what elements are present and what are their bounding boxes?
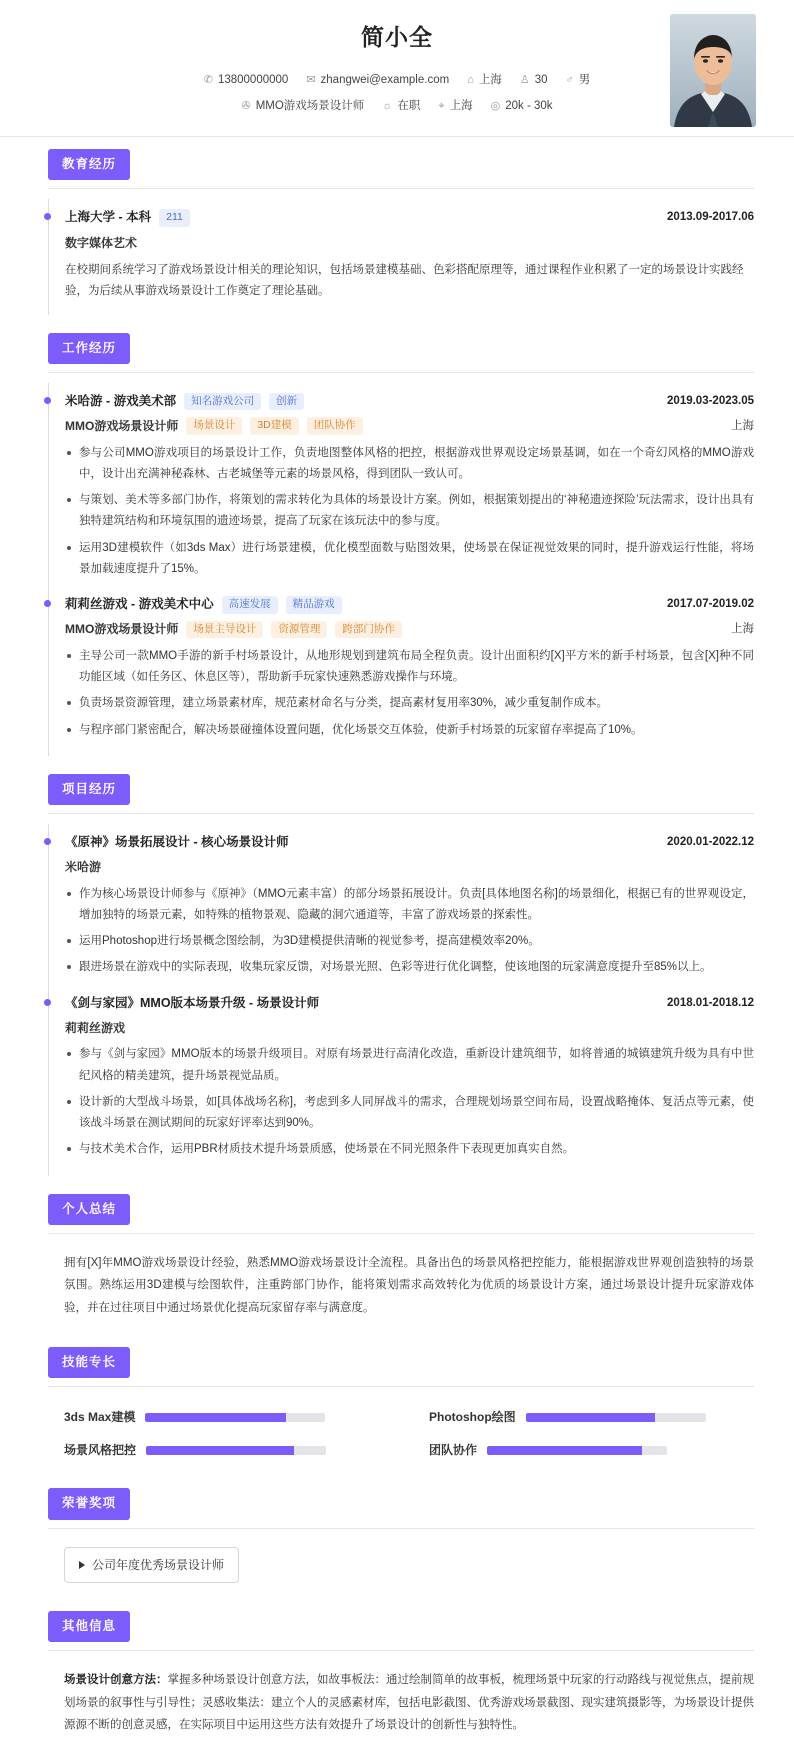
- entry-bullet: 与策划、美术等多部门协作，将策划的需求转化为具体的场景设计方案。例如，根据策划提出的‘神秘遗迹探险’玩法需求，设计出具有独特建筑结构和环境氛围的遗迹场景，提高了玩家在该玩法中的参与度。: [65, 490, 754, 533]
- contact-item: [306, 71, 449, 91]
- skill-progress-track: [487, 1446, 667, 1455]
- entry-bullet-list: [65, 884, 754, 979]
- entry-role: MMO游戏场景设计师: [65, 419, 179, 434]
- skill-item: [429, 1440, 754, 1460]
- award-item[interactable]: [64, 1547, 239, 1583]
- education-desc: 在校期间系统学习了游戏场景设计相关的理论知识，包括场景建模基础、色彩搭配原理等，通过课程作业积累了一定的场景设计实践经验，为后续从事游戏场景设计工作奠定了理论基础。: [65, 264, 744, 298]
- gender-icon: ♂: [565, 74, 574, 87]
- entry-bullet: 主导公司一款MMO手游的新手村场景设计，从地形规划到建筑布局全程负责。设计出面积约[X]平方米的新手村场景，包含[X]种不同功能区域（如任务区、休息区等），帮助新手玩家快速熟悉游戏操作与环境。: [65, 646, 754, 689]
- entry-skill-tag: 跨部门协作: [335, 621, 402, 639]
- entry-header-row: [65, 594, 754, 615]
- skill-label: Photoshop绘图: [429, 1410, 516, 1425]
- section-summary-header-wrap: [0, 1182, 794, 1225]
- contact-item: [241, 97, 364, 117]
- age-icon: ♙: [519, 74, 530, 87]
- contact-item: [204, 71, 289, 91]
- entry-bullet-list: [65, 443, 754, 581]
- contact-item: [467, 71, 502, 91]
- education-tag: 211: [159, 209, 190, 227]
- entry-header-left: [65, 832, 289, 853]
- entry-location: 上海: [731, 419, 754, 432]
- section-projects-title: 项目经历: [48, 774, 130, 805]
- section-skills: [0, 1335, 794, 1476]
- education-entry: [65, 207, 754, 302]
- section-education-title: 教育经历: [48, 149, 130, 180]
- skill-progress-track: [145, 1413, 325, 1422]
- entry-bullet-list: [65, 646, 754, 741]
- section-awards-header-wrap: [0, 1476, 794, 1519]
- play-triangle-icon: [79, 1561, 85, 1569]
- section-divider: [48, 1233, 754, 1234]
- section-divider: [48, 372, 754, 373]
- skill-progress-fill: [145, 1413, 285, 1422]
- entry-header-row: [65, 832, 754, 853]
- skill-item: [429, 1407, 754, 1427]
- page-title: 简小全: [361, 24, 433, 50]
- entry-company: 莉莉丝游戏: [65, 1021, 126, 1035]
- entry-header-left: [65, 993, 319, 1014]
- entry-title: 《原神》场景拓展设计 - 核心场景设计师: [65, 835, 289, 850]
- entry-subtitle-row: [65, 619, 754, 639]
- resume-header: [0, 0, 794, 137]
- job-icon: ✇: [241, 99, 251, 112]
- section-skills-header-wrap: [0, 1335, 794, 1378]
- entry-bullet: 与技术美术合作，运用PBR材质技术提升场景质感，使场景在不同光照条件下表现更加真实自然。: [65, 1139, 754, 1160]
- entry-subtitle-left: [65, 619, 402, 639]
- skill-progress-fill: [146, 1446, 294, 1455]
- entry-date: 2018.01-2018.12: [667, 996, 754, 1009]
- contact-row-primary: [40, 71, 754, 91]
- section-other-header-wrap: [0, 1599, 794, 1642]
- section-education-header-wrap: [0, 137, 794, 180]
- contact-text: 上海: [478, 74, 502, 87]
- section-education-body: [48, 199, 754, 314]
- education-school: 上海大学 - 本科: [65, 210, 152, 225]
- phone-icon: ✆: [203, 74, 213, 87]
- section-other: [0, 1599, 794, 1753]
- entry-header-left: [65, 594, 342, 615]
- entry-subtitle-left: [65, 416, 363, 436]
- summary-text: 拥有[X]年MMO游戏场景设计经验，熟悉MMO游戏场景设计全流程。具备出色的场景风格把控能力，能根据游戏世界观创造独特的场景氛围。熟练运用3D建模与绘图软件，注重跨部门协作，能将策划需求高效转化为优质的场景设计方案，通过场景设计提升玩家游戏体验，并在过往项目中通过场景优化提高玩家留存率与满意度。: [64, 1256, 754, 1314]
- entry-bullet: 运用Photoshop进行场景概念图绘制，为3D建模提供清晰的视觉参考，提高建模效率20%。: [65, 931, 754, 952]
- section-work: [0, 321, 794, 762]
- skill-progress-fill: [487, 1446, 642, 1455]
- section-summary-title: 个人总结: [48, 1194, 130, 1225]
- section-summary: [0, 1182, 794, 1336]
- entry-bullet: 跟进场景在游戏中的实际表现，收集玩家反馈，对场景光照、色彩等进行优化调整，使该地图的玩家满意度提升至85%以上。: [65, 957, 754, 978]
- education-date: 2013.09-2017.06: [667, 211, 754, 224]
- contact-text: zhangwei@example.com: [320, 74, 450, 87]
- entry-skill-tag: 场景设计: [186, 417, 242, 435]
- experience-entry: [65, 993, 754, 1161]
- entry-title: 《剑与家园》MMO版本场景升级 - 场景设计师: [65, 995, 320, 1010]
- contact-text: 13800000000: [217, 74, 289, 87]
- skill-progress-track: [526, 1413, 706, 1422]
- contact-text: 男: [578, 74, 591, 87]
- education-entry-row: [65, 207, 754, 228]
- skill-item: [64, 1440, 389, 1460]
- section-other-body: [48, 1661, 754, 1746]
- location-icon: ⌂: [467, 74, 474, 87]
- section-divider: [48, 1386, 754, 1387]
- contact-item: [491, 97, 553, 117]
- entry-tag: 创新: [269, 393, 304, 411]
- contact-item: [438, 97, 472, 117]
- section-projects: [0, 762, 794, 1182]
- experience-entry: [65, 594, 754, 741]
- section-awards: [0, 1476, 794, 1599]
- section-work-title: 工作经历: [48, 333, 130, 364]
- entry-skill-tag: 场景主导设计: [186, 621, 263, 639]
- section-divider: [48, 813, 754, 814]
- skills-grid: [64, 1405, 754, 1460]
- contact-row-secondary: [40, 97, 754, 117]
- entry-tag: 高速发展: [222, 596, 278, 614]
- skill-progress-track: [146, 1446, 326, 1455]
- mail-icon: ✉: [306, 74, 316, 87]
- entry-bullet: 运用3D建模软件（如3ds Max）进行场景建模，优化模型面数与贴图效果，使场景在保证视觉效果的同时，提升游戏运行性能，将场景加载速度提升了15%。: [65, 538, 754, 581]
- education-entry-left: [65, 207, 190, 228]
- section-divider: [48, 1528, 754, 1529]
- contact-text: 上海: [449, 99, 473, 112]
- contact-item: [520, 71, 548, 91]
- section-projects-header-wrap: [0, 762, 794, 805]
- salary-icon: ◎: [490, 99, 501, 112]
- entry-role: MMO游戏场景设计师: [65, 622, 179, 637]
- entry-title: 莉莉丝游戏 - 游戏美术中心: [65, 597, 214, 612]
- section-other-title: 其他信息: [48, 1611, 130, 1642]
- award-label: 公司年度优秀场景设计师: [92, 1557, 225, 1572]
- contact-text: 30: [534, 74, 548, 87]
- section-summary-body: [48, 1244, 754, 1329]
- entry-bullet: 与程序部门紧密配合，解决场景碰撞体设置问题，优化场景交互体验，使新手村场景的玩家留存率提高了10%。: [65, 720, 754, 741]
- entry-header-row: [65, 391, 754, 412]
- education-major: 数字媒体艺术: [65, 235, 138, 250]
- entry-bullet: 设计新的大型战斗场景，如[具体战场名称]，考虑到多人同屏战斗的需求，合理规划场景空间布局，设置战略掩体、复活点等元素，使该战斗场景在测试期间的玩家好评率达到90%。: [65, 1092, 754, 1135]
- contact-item: [566, 71, 591, 91]
- entry-date: 2017.07-2019.02: [667, 597, 754, 610]
- contact-item: [382, 97, 420, 117]
- section-education: [0, 137, 794, 320]
- city-icon: ⌖: [438, 99, 445, 112]
- avatar: [670, 14, 756, 127]
- entry-title: 米哈游 - 游戏美术部: [65, 393, 177, 408]
- section-work-body: [48, 383, 754, 756]
- other-item-label: 场景设计创意方法：: [64, 1674, 168, 1687]
- entry-date: 2019.03-2023.05: [667, 394, 754, 407]
- section-skills-title: 技能专长: [48, 1347, 130, 1378]
- section-work-header-wrap: [0, 321, 794, 364]
- entry-bullet: 作为核心场景设计师参与《原神》（MMO元素丰富）的部分场景拓展设计。负责[具体地图名称]的场景细化，根据已有的世界观设定，增加独特的场景元素，如特殊的植物景观、隐藏的洞穴通道等，丰富了游戏场景的探索性。: [65, 884, 754, 927]
- entry-tag: 精品游戏: [286, 596, 342, 614]
- experience-entry: [65, 391, 754, 580]
- entry-tag: 知名游戏公司: [184, 393, 261, 411]
- entry-header-left: [65, 391, 304, 412]
- section-awards-title: 荣誉奖项: [48, 1488, 130, 1519]
- skill-label: 团队协作: [429, 1442, 478, 1457]
- status-icon: ☼: [382, 99, 393, 112]
- experience-entry: [65, 832, 754, 979]
- skill-progress-fill: [526, 1413, 656, 1422]
- skill-label: 场景风格把控: [64, 1442, 137, 1457]
- entry-bullet-list: [65, 1044, 754, 1160]
- entry-header-row: [65, 993, 754, 1014]
- entry-skill-tag: 资源管理: [271, 621, 327, 639]
- section-divider: [48, 188, 754, 189]
- skill-item: [64, 1407, 389, 1427]
- entry-bullet: 参与《剑与家园》MMO版本的场景升级项目。对原有场景进行高清化改造，重新设计建筑细节，如将普通的城镇建筑升级为具有中世纪风格的精美建筑，提升场景视觉品质。: [65, 1044, 754, 1087]
- other-item: [64, 1669, 754, 1736]
- entry-skill-tag: 团队协作: [307, 417, 363, 435]
- contact-text: MMO游戏场景设计师: [255, 99, 365, 112]
- section-awards-body: [48, 1539, 754, 1593]
- entry-location: 上海: [731, 622, 754, 635]
- entry-bullet: 负责场景资源管理，建立场景素材库，规范素材命名与分类，提高素材复用率30%，减少重复制作成本。: [65, 693, 754, 714]
- section-projects-body: [48, 824, 754, 1176]
- skill-label: 3ds Max建模: [64, 1410, 136, 1425]
- entry-skill-tag: 3D建模: [250, 417, 298, 435]
- other-item-text: 掌握多种场景设计创意方法，如故事板法：通过绘制简单的故事板，梳理场景中玩家的行动路线与视觉焦点，提前规划场景的叙事性与引导性；灵感收集法：建立个人的灵感素材库，包括电影截图、优秀游戏场景截图、现实建筑摄影等，为场景设计提供源源不断的创意灵感，在实际项目中运用这些方法有效提升了场景设计的创新性与独特性。: [64, 1674, 754, 1731]
- entry-date: 2020.01-2022.12: [667, 835, 754, 848]
- entry-company: 米哈游: [65, 860, 102, 875]
- entry-bullet: 参与公司MMO游戏项目的场景设计工作，负责地图整体风格的把控，根据游戏世界观设定场景基调，如在一个奇幻风格的MMO游戏中，设计出充满神秘森林、古老城堡等元素的场景风格，得到团队一致认可。: [65, 443, 754, 486]
- entry-subtitle-row: [65, 416, 754, 436]
- contact-text: 在职: [397, 99, 421, 112]
- section-skills-body: [48, 1397, 754, 1470]
- contact-text: 20k - 30k: [505, 99, 553, 112]
